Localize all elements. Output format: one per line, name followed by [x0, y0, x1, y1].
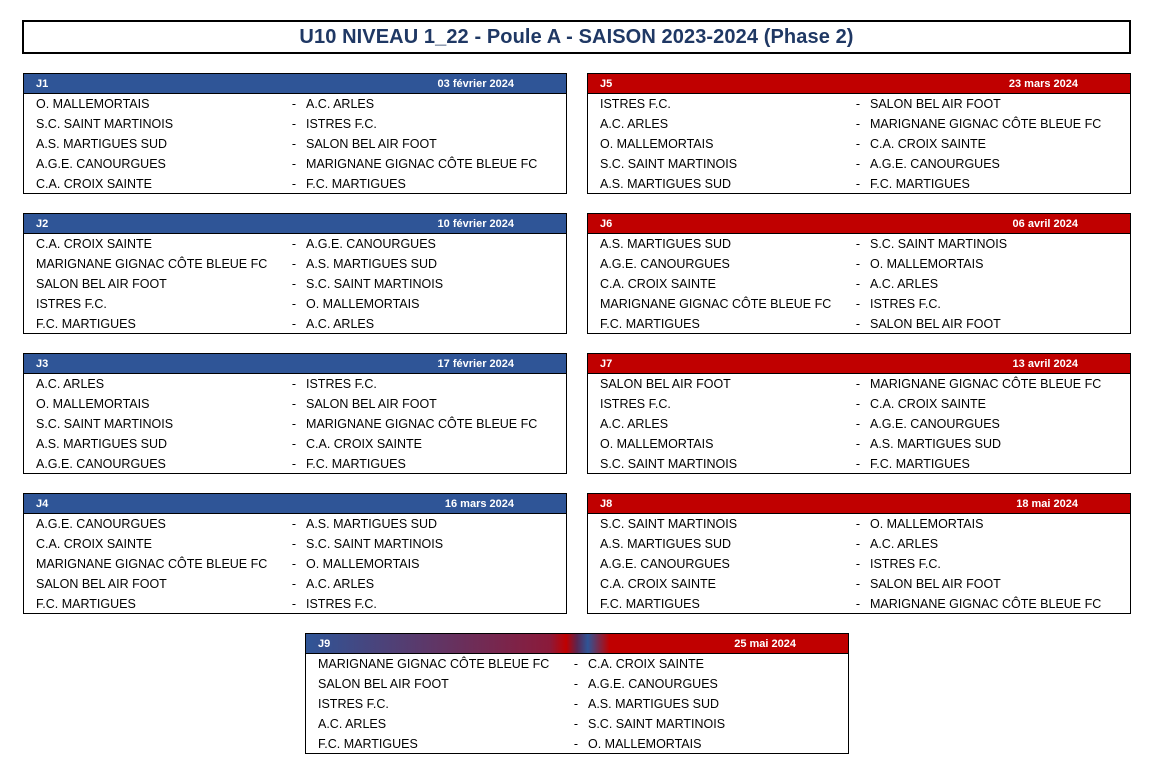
- home-team: A.S. MARTIGUES SUD: [36, 137, 168, 151]
- match-separator: -: [855, 537, 861, 551]
- away-team: SALON BEL AIR FOOT: [306, 397, 437, 411]
- home-team: SALON BEL AIR FOOT: [36, 277, 167, 291]
- match-separator: -: [855, 577, 861, 591]
- home-team: MARIGNANE GIGNAC CÔTE BLEUE FC: [600, 297, 832, 311]
- match-separator: -: [291, 297, 297, 311]
- home-team: A.G.E. CANOURGUES: [36, 517, 166, 531]
- home-team: A.G.E. CANOURGUES: [36, 457, 166, 471]
- match-row: [588, 574, 1130, 594]
- journee-date: 16 mars 2024: [444, 497, 514, 510]
- match-separator: -: [291, 177, 297, 191]
- home-team: S.C. SAINT MARTINOIS: [600, 457, 738, 471]
- match-row: [588, 594, 1130, 614]
- match-row: [588, 514, 1130, 534]
- match-row: [24, 114, 566, 134]
- home-team: A.G.E. CANOURGUES: [600, 557, 730, 571]
- match-row: [588, 174, 1130, 194]
- away-team: ISTRES F.C.: [306, 117, 377, 131]
- match-separator: -: [291, 577, 297, 591]
- journee-block-j1: [23, 73, 567, 194]
- match-separator: -: [855, 237, 861, 251]
- away-team: A.S. MARTIGUES SUD: [306, 517, 438, 531]
- journee-block-j2: [23, 213, 567, 334]
- match-separator: -: [855, 317, 861, 331]
- match-row: [24, 414, 566, 434]
- away-team: SALON BEL AIR FOOT: [870, 97, 1001, 111]
- home-team: MARIGNANE GIGNAC CÔTE BLEUE FC: [36, 557, 268, 571]
- journee-block-j7: [587, 353, 1131, 474]
- match-separator: -: [855, 277, 861, 291]
- match-row: [24, 534, 566, 554]
- away-team: MARIGNANE GIGNAC CÔTE BLEUE FC: [870, 117, 1102, 131]
- home-team: C.A. CROIX SAINTE: [36, 237, 152, 251]
- match-row: [24, 134, 566, 154]
- away-team: MARIGNANE GIGNAC CÔTE BLEUE FC: [870, 377, 1102, 391]
- match-row: [306, 674, 848, 694]
- home-team: C.A. CROIX SAINTE: [36, 537, 152, 551]
- journee-header: [24, 214, 566, 234]
- journee-header: [588, 494, 1130, 514]
- match-separator: -: [855, 557, 861, 571]
- match-row: [588, 534, 1130, 554]
- away-team: F.C. MARTIGUES: [870, 177, 970, 191]
- journee-date: 13 avril 2024: [1012, 357, 1078, 370]
- match-row: [306, 714, 848, 734]
- match-separator: -: [291, 457, 297, 471]
- journee-date: 18 mai 2024: [1016, 497, 1078, 510]
- match-separator: -: [573, 657, 579, 671]
- home-team: SALON BEL AIR FOOT: [600, 377, 731, 391]
- journee-block-j6: [587, 213, 1131, 334]
- match-row: [24, 234, 566, 254]
- away-team: A.G.E. CANOURGUES: [870, 417, 1000, 431]
- match-separator: -: [573, 737, 579, 751]
- home-team: A.C. ARLES: [318, 717, 387, 731]
- home-team: A.S. MARTIGUES SUD: [600, 177, 732, 191]
- away-team: F.C. MARTIGUES: [870, 457, 970, 471]
- match-row: [24, 174, 566, 194]
- match-separator: -: [573, 677, 579, 691]
- away-team: A.C. ARLES: [306, 97, 375, 111]
- match-separator: -: [855, 257, 861, 271]
- match-separator: -: [855, 377, 861, 391]
- page-title-box: [22, 20, 1131, 54]
- journee-header: [588, 214, 1130, 234]
- home-team: S.C. SAINT MARTINOIS: [600, 517, 738, 531]
- home-team: S.C. SAINT MARTINOIS: [36, 417, 174, 431]
- journee-label: J7: [600, 357, 613, 370]
- journee-label: J3: [36, 357, 49, 370]
- away-team: A.C. ARLES: [306, 317, 375, 331]
- home-team: A.C. ARLES: [36, 377, 105, 391]
- match-row: [24, 274, 566, 294]
- match-separator: -: [291, 557, 297, 571]
- home-team: C.A. CROIX SAINTE: [600, 577, 716, 591]
- journee-date: 03 février 2024: [437, 77, 514, 90]
- match-separator: -: [291, 277, 297, 291]
- match-separator: -: [855, 517, 861, 531]
- match-row: [588, 154, 1130, 174]
- match-separator: -: [291, 437, 297, 451]
- journee-label: J8: [600, 497, 613, 510]
- match-row: [306, 694, 848, 714]
- match-row: [588, 414, 1130, 434]
- match-separator: -: [291, 537, 297, 551]
- home-team: O. MALLEMORTAIS: [600, 437, 714, 451]
- match-separator: -: [855, 397, 861, 411]
- home-team: F.C. MARTIGUES: [600, 597, 700, 611]
- match-separator: -: [291, 97, 297, 111]
- home-team: SALON BEL AIR FOOT: [318, 677, 449, 691]
- away-team: A.G.E. CANOURGUES: [588, 677, 718, 691]
- match-row: [24, 254, 566, 274]
- home-team: SALON BEL AIR FOOT: [36, 577, 167, 591]
- match-separator: -: [291, 377, 297, 391]
- away-team: ISTRES F.C.: [870, 557, 941, 571]
- away-team: SALON BEL AIR FOOT: [306, 137, 437, 151]
- match-row: [588, 94, 1130, 114]
- away-team: S.C. SAINT MARTINOIS: [588, 717, 726, 731]
- match-row: [588, 234, 1130, 254]
- away-team: SALON BEL AIR FOOT: [870, 317, 1001, 331]
- away-team: A.S. MARTIGUES SUD: [306, 257, 438, 271]
- match-separator: -: [291, 117, 297, 131]
- match-row: [588, 114, 1130, 134]
- away-team: O. MALLEMORTAIS: [870, 257, 984, 271]
- journee-header: [24, 354, 566, 374]
- away-team: F.C. MARTIGUES: [306, 177, 406, 191]
- journee-date: 25 mai 2024: [734, 637, 796, 650]
- home-team: A.C. ARLES: [600, 117, 669, 131]
- home-team: A.S. MARTIGUES SUD: [36, 437, 168, 451]
- away-team: A.G.E. CANOURGUES: [306, 237, 436, 251]
- away-team: C.A. CROIX SAINTE: [588, 657, 704, 671]
- match-row: [588, 314, 1130, 334]
- journee-date: 10 février 2024: [437, 217, 514, 230]
- away-team: A.S. MARTIGUES SUD: [588, 697, 720, 711]
- match-separator: -: [855, 117, 861, 131]
- match-row: [24, 594, 566, 614]
- journee-label: J2: [36, 217, 49, 230]
- away-team: MARIGNANE GIGNAC CÔTE BLEUE FC: [306, 417, 538, 431]
- match-row: [588, 454, 1130, 474]
- away-team: A.S. MARTIGUES SUD: [870, 437, 1002, 451]
- match-separator: -: [855, 157, 861, 171]
- match-row: [24, 554, 566, 574]
- home-team: ISTRES F.C.: [36, 297, 107, 311]
- home-team: A.G.E. CANOURGUES: [600, 257, 730, 271]
- match-row: [306, 654, 848, 674]
- match-separator: -: [291, 397, 297, 411]
- home-team: S.C. SAINT MARTINOIS: [36, 117, 174, 131]
- journee-block-j5: [587, 73, 1131, 194]
- match-row: [588, 254, 1130, 274]
- match-separator: -: [291, 597, 297, 611]
- match-separator: -: [855, 437, 861, 451]
- away-team: A.C. ARLES: [870, 277, 939, 291]
- away-team: C.A. CROIX SAINTE: [870, 397, 986, 411]
- home-team: ISTRES F.C.: [600, 397, 671, 411]
- journee-label: J4: [36, 497, 49, 510]
- away-team: O. MALLEMORTAIS: [306, 297, 420, 311]
- home-team: C.A. CROIX SAINTE: [600, 277, 716, 291]
- match-separator: -: [573, 717, 579, 731]
- match-separator: -: [855, 177, 861, 191]
- match-row: [588, 134, 1130, 154]
- away-team: S.C. SAINT MARTINOIS: [306, 537, 444, 551]
- home-team: S.C. SAINT MARTINOIS: [600, 157, 738, 171]
- home-team: F.C. MARTIGUES: [600, 317, 700, 331]
- home-team: MARIGNANE GIGNAC CÔTE BLEUE FC: [36, 257, 268, 271]
- match-row: [24, 314, 566, 334]
- match-row: [24, 94, 566, 114]
- match-row: [588, 294, 1130, 314]
- home-team: F.C. MARTIGUES: [36, 597, 136, 611]
- away-team: O. MALLEMORTAIS: [306, 557, 420, 571]
- match-separator: -: [291, 157, 297, 171]
- match-row: [24, 514, 566, 534]
- journee-header: [588, 354, 1130, 374]
- home-team: F.C. MARTIGUES: [318, 737, 418, 751]
- match-separator: -: [291, 137, 297, 151]
- home-team: O. MALLEMORTAIS: [600, 137, 714, 151]
- away-team: ISTRES F.C.: [306, 597, 377, 611]
- away-team: A.C. ARLES: [870, 537, 939, 551]
- away-team: C.A. CROIX SAINTE: [870, 137, 986, 151]
- away-team: ISTRES F.C.: [306, 377, 377, 391]
- away-team: A.C. ARLES: [306, 577, 375, 591]
- away-team: O. MALLEMORTAIS: [870, 517, 984, 531]
- journee-header: [588, 74, 1130, 94]
- match-separator: -: [573, 697, 579, 711]
- journee-block-j4: [23, 493, 567, 614]
- away-team: MARIGNANE GIGNAC CÔTE BLEUE FC: [870, 597, 1102, 611]
- journee-header: [306, 634, 848, 654]
- match-row: [588, 374, 1130, 394]
- away-team: C.A. CROIX SAINTE: [306, 437, 422, 451]
- home-team: F.C. MARTIGUES: [36, 317, 136, 331]
- match-row: [588, 274, 1130, 294]
- away-team: O. MALLEMORTAIS: [588, 737, 702, 751]
- match-separator: -: [291, 257, 297, 271]
- journee-label: J9: [318, 637, 331, 650]
- match-row: [306, 734, 848, 754]
- match-separator: -: [291, 237, 297, 251]
- match-row: [24, 154, 566, 174]
- away-team: S.C. SAINT MARTINOIS: [306, 277, 444, 291]
- journee-label: J5: [600, 77, 613, 90]
- match-separator: -: [855, 297, 861, 311]
- match-separator: -: [855, 137, 861, 151]
- match-row: [24, 394, 566, 414]
- journee-label: J1: [36, 77, 49, 90]
- journee-date: 17 février 2024: [437, 357, 514, 370]
- match-row: [588, 554, 1130, 574]
- match-separator: -: [855, 457, 861, 471]
- home-team: ISTRES F.C.: [600, 97, 671, 111]
- away-team: S.C. SAINT MARTINOIS: [870, 237, 1008, 251]
- match-separator: -: [291, 317, 297, 331]
- home-team: ISTRES F.C.: [318, 697, 389, 711]
- away-team: A.G.E. CANOURGUES: [870, 157, 1000, 171]
- page-title: U10 NIVEAU 1_22 - Poule A - SAISON 2023-2024 (Phase 2): [299, 25, 854, 48]
- journee-label: J6: [600, 217, 613, 230]
- match-row: [24, 574, 566, 594]
- journee-header: [24, 494, 566, 514]
- home-team: MARIGNANE GIGNAC CÔTE BLEUE FC: [318, 657, 550, 671]
- journee-header: [24, 74, 566, 94]
- away-team: SALON BEL AIR FOOT: [870, 577, 1001, 591]
- match-row: [588, 394, 1130, 414]
- journee-block-j8: [587, 493, 1131, 614]
- away-team: ISTRES F.C.: [870, 297, 941, 311]
- away-team: F.C. MARTIGUES: [306, 457, 406, 471]
- journee-date: 06 avril 2024: [1012, 217, 1078, 230]
- home-team: O. MALLEMORTAIS: [36, 397, 150, 411]
- match-row: [24, 454, 566, 474]
- match-separator: -: [291, 417, 297, 431]
- away-team: MARIGNANE GIGNAC CÔTE BLEUE FC: [306, 157, 538, 171]
- match-row: [24, 294, 566, 314]
- home-team: A.C. ARLES: [600, 417, 669, 431]
- match-row: [588, 434, 1130, 454]
- home-team: A.S. MARTIGUES SUD: [600, 237, 732, 251]
- match-row: [24, 434, 566, 454]
- match-separator: -: [855, 97, 861, 111]
- journee-date: 23 mars 2024: [1008, 77, 1078, 90]
- home-team: C.A. CROIX SAINTE: [36, 177, 152, 191]
- match-separator: -: [291, 517, 297, 531]
- match-row: [24, 374, 566, 394]
- home-team: A.G.E. CANOURGUES: [36, 157, 166, 171]
- match-separator: -: [855, 417, 861, 431]
- match-separator: -: [855, 597, 861, 611]
- journee-block-j3: [23, 353, 567, 474]
- home-team: O. MALLEMORTAIS: [36, 97, 150, 111]
- home-team: A.S. MARTIGUES SUD: [600, 537, 732, 551]
- journee-block-j9: [305, 633, 849, 754]
